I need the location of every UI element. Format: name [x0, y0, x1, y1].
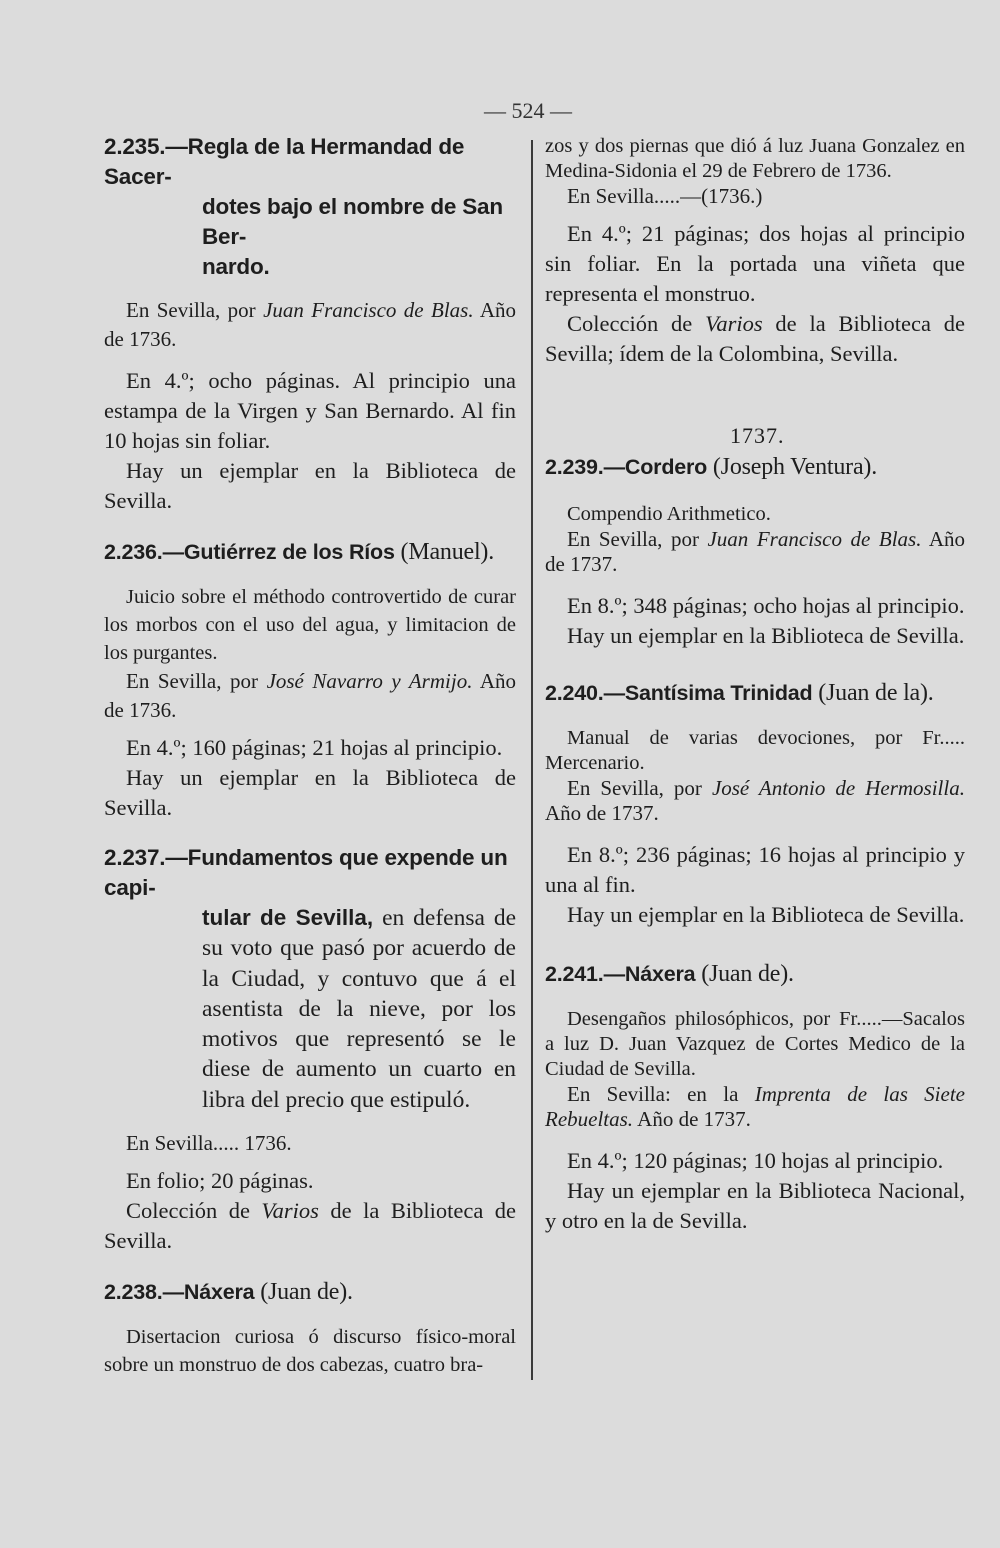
- entry-title: Disertacion curiosa ó discurso físico-moral sobre un monstruo de dos cabezas, cuatro bra-: [104, 1326, 516, 1377]
- holding-note: Hay un ejemplar en la Biblioteca de Sevilla.: [567, 902, 965, 927]
- entry-title-rest: en defensa de su voto que pasó por acuerdo de la Ciudad, y contuvo que á el asentista de la nieve, por los motivos que representó se le diese de aumento un cuarto en libra del precio que estipuló.: [202, 905, 517, 1113]
- entry-title-cont: tular de Sevilla,: [202, 905, 374, 930]
- holding-note: Hay un ejemplar en la Biblioteca de Sevilla.: [567, 623, 965, 648]
- holding-note: Hay un ejemplar en la Biblioteca de Sevilla.: [104, 458, 516, 513]
- imprint: En Sevilla.....—(1736.): [567, 184, 763, 208]
- format-note: En 4.º; 160 páginas; 21 hojas al principio.: [126, 735, 503, 760]
- entry-title: Fundamentos que expende un capi-: [104, 845, 508, 900]
- collection-note: Colección de Varios de la Biblioteca de Sevilla; ídem de la Colombina, Sevilla.: [545, 311, 966, 366]
- printer-name: José Navarro y Armijo.: [266, 669, 473, 693]
- entry-title: Regla de la Hermandad de Sacer-: [104, 134, 465, 189]
- entry-author-given: (Juan de).: [701, 961, 794, 987]
- printer-name: Juan Francisco de Blas.: [263, 298, 474, 322]
- imprint: En Sevilla: en la Imprenta de las Siete Rebueltas. Año de 1737.: [545, 1082, 965, 1131]
- format-note: En 8.º; 236 páginas; 16 hojas al principio y una al fin.: [545, 842, 965, 897]
- entry-author-given: (Juan de).: [260, 1279, 353, 1306]
- entry-number: 2.240.—: [545, 681, 625, 705]
- entry-author-given: (Juan de la).: [818, 680, 934, 706]
- entry-title-cont: dotes bajo el nombre de San Ber-: [202, 194, 503, 249]
- imprint: En Sevilla, por Juan Francisco de Blas. Año de 1737.: [545, 527, 965, 576]
- entry-author: Náxera: [183, 1280, 255, 1305]
- entry-2238-continued: [545, 134, 965, 369]
- entry-title: Desengaños philosóphicos, por Fr.....—Sacalos a luz D. Juan Vazquez de Cortes Medico de la Ciudad de Sevilla.: [545, 1008, 965, 1080]
- year-heading: 1737.: [730, 423, 785, 448]
- entry-author: Cordero: [624, 455, 708, 479]
- entry-author-given: (Manuel).: [400, 539, 495, 565]
- entry-author: Náxera: [624, 962, 696, 986]
- entry-heading: [545, 453, 965, 482]
- entry-title-hanging: [104, 903, 516, 1115]
- printer-name: Juan Francisco de Blas.: [707, 527, 922, 551]
- imprint: En Sevilla..... 1736.: [126, 1131, 292, 1156]
- entry-number: 2.241.—: [545, 962, 625, 986]
- entry-number: 2.237.—: [104, 845, 188, 870]
- format-note: En 4.º; ocho páginas. Al principio una estampa de la Virgen y San Bernardo. Al fin 10 hojas sin foliar.: [104, 368, 516, 453]
- entry-title-cont: nardo.: [202, 254, 270, 279]
- entry-title-cont: zos y dos piernas que dió á luz Juana Gonzalez en Medina-Sidonia el 29 de Febrero de 1736.: [545, 135, 965, 182]
- entry-title: Manual de varias devociones, por Fr..... Mercenario.: [545, 727, 965, 774]
- printer-name: José Antonio de Hermosilla.: [711, 776, 965, 800]
- holding-note: Hay un ejemplar en la Biblioteca de Sevilla.: [104, 765, 516, 820]
- entry-title: Juicio sobre el méthodo controvertido de curar los morbos con el uso del agua, y limitacion de los purgantes.: [104, 586, 516, 664]
- entry-heading: [104, 538, 516, 567]
- imprint: En Sevilla, por Juan Francisco de Blas. Año de 1736.: [104, 298, 517, 351]
- entry-2240: [545, 679, 965, 930]
- collection-note: Colección de Varios de la Biblioteca de Sevilla.: [104, 1198, 517, 1254]
- entry-author: Santísima Trinidad: [624, 681, 813, 705]
- format-note: En 4.º; 21 páginas; dos hojas al principio sin foliar. En la portada una viñeta que representa el monstruo.: [545, 221, 965, 306]
- entry-heading: [104, 1278, 516, 1307]
- entry-number: 2.235.—: [104, 134, 188, 159]
- entry-heading: [104, 843, 516, 903]
- printer-name: Imprenta de las Siete Rebueltas.: [545, 1082, 965, 1131]
- entry-2236: [104, 538, 516, 823]
- entry-heading: [545, 679, 965, 708]
- format-note: En 4.º; 120 páginas; 10 hojas al principio.: [567, 1148, 944, 1173]
- entry-2235: [104, 132, 516, 516]
- imprint: En Sevilla, por José Navarro y Armijo. Año de 1736.: [104, 669, 517, 722]
- entry-author: Gutiérrez de los Ríos: [183, 540, 395, 564]
- entry-heading: [545, 960, 965, 989]
- entry-2241: [545, 960, 965, 1236]
- entry-number: 2.239.—: [545, 455, 625, 479]
- holding-note: Hay un ejemplar en la Biblioteca Nacional, y otro en la de Sevilla.: [545, 1178, 965, 1233]
- entry-2237: [104, 843, 516, 1256]
- column-divider: [531, 140, 533, 1380]
- entry-number: 2.236.—: [104, 540, 184, 564]
- entry-number: 2.238.—: [104, 1280, 184, 1305]
- format-note: En folio; 20 páginas.: [126, 1168, 314, 1194]
- left-column: [104, 130, 516, 1379]
- entry-author-given: (Joseph Ventura).: [712, 454, 878, 480]
- entry-title: Compendio Arithmetico.: [567, 503, 771, 525]
- page-number: — 524 —: [484, 98, 572, 123]
- entry-2239: [545, 453, 965, 651]
- format-note: En 8.º; 348 páginas; ocho hojas al principio.: [567, 593, 965, 618]
- entry-2238: [104, 1278, 516, 1379]
- entry-heading: [104, 132, 516, 282]
- imprint: En Sevilla, por José Antonio de Hermosilla. Año de 1737.: [545, 776, 965, 825]
- right-column: [545, 130, 965, 1236]
